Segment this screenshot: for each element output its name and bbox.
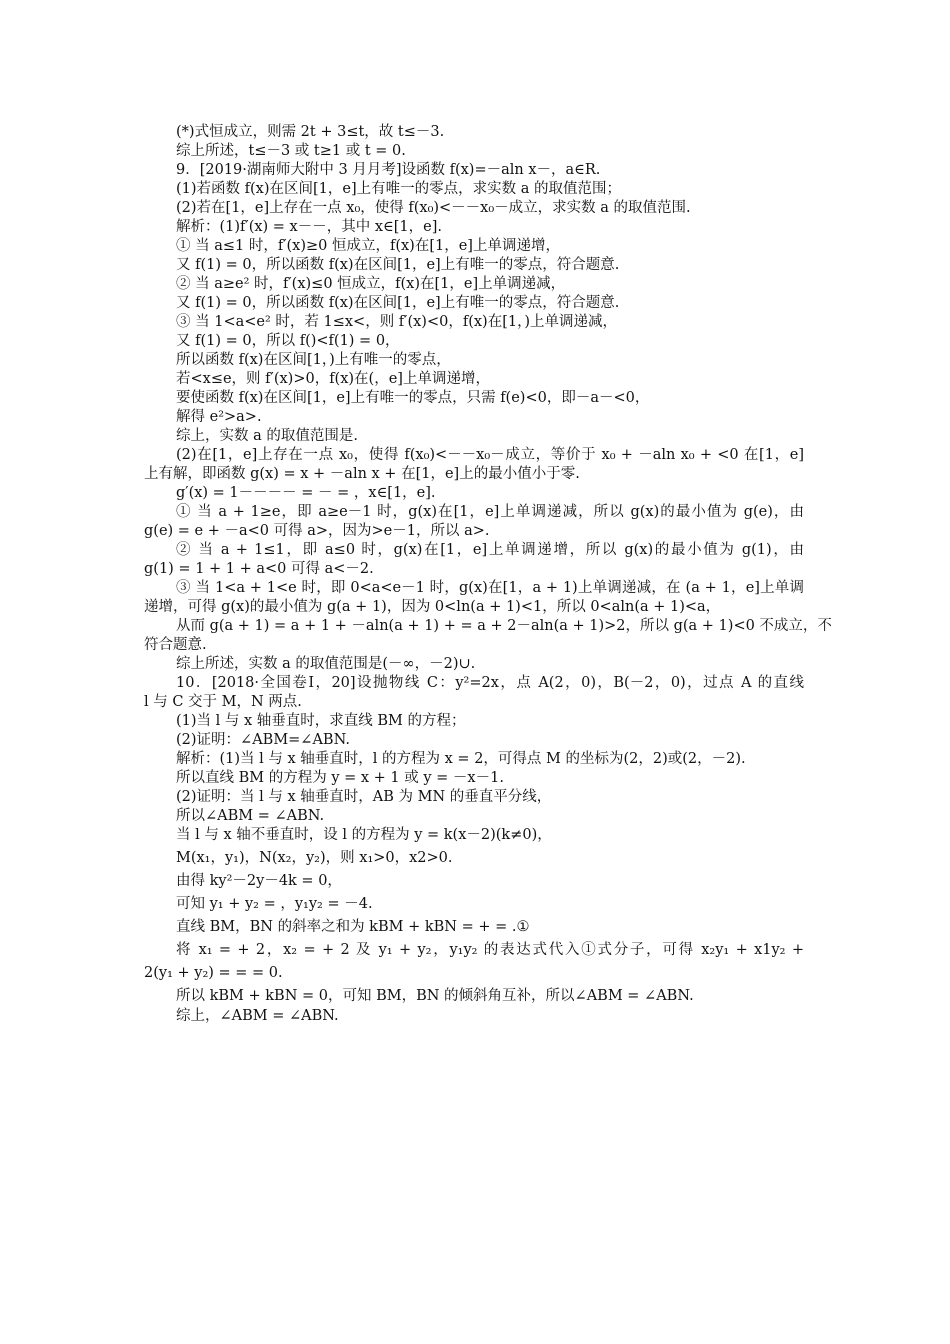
text-line: 又 f(1) = 0，所以函数 f(x)在区间[1，e]上有唯一的零点，符合题意. — [176, 295, 620, 311]
text-line: 解得 e²>a>. — [176, 409, 262, 425]
text-line: 又 f(1) = 0，所以函数 f(x)在区间[1，e]上有唯一的零点，符合题意. — [176, 257, 620, 273]
text-line: 又 f(1) = 0，所以 f()<f(1) = 0， — [176, 333, 400, 349]
text-line: 可知 y₁ + y₂ = ，y₁y₂ = －4. — [176, 896, 373, 912]
text-line: 符合题意. — [144, 637, 207, 653]
text-line: (2)在[1，e]上存在一点 x₀，使得 f(x₀)<－－x₀－成立，等价于 x₀ + －aln x₀ + <0 在[1，e] — [176, 447, 804, 463]
text-line: 所以函数 f(x)在区间[1，)上有唯一的零点， — [176, 352, 451, 368]
text-line: 从而 g(a + 1) = a + 1 + －aln(a + 1) + = a + 2－aln(a + 1)>2，所以 g(a + 1)<0 不成立，不 — [176, 618, 832, 634]
problem-9-title: 9．[2019·湖南师大附中 3 月月考]设函数 f(x)=－aln x－，a∈R. — [176, 162, 601, 178]
problem-10-title: 10．[2018·全国卷Ⅰ，20]设抛物线 C：y²=2x，点 A(2，0)，B(－2，0)，过点 A 的直线 — [176, 675, 804, 691]
text-line: (1)若函数 f(x)在区间[1，e]上有唯一的零点，求实数 a 的取值范围； — [176, 181, 621, 197]
text-line: 综上所述，实数 a 的取值范围是(－∞，－2)∪. — [176, 656, 476, 672]
text-line: ③ 当 1<a<e² 时，若 1≤x<，则 f′(x)<0，f(x)在[1，)上单调递减， — [176, 314, 617, 330]
text-line: 递增，可得 g(x)的最小值为 g(a + 1)，因为 0<ln(a + 1)<1，所以 0<aln(a + 1)<a， — [144, 599, 721, 615]
text-line: ② 当 a + 1≤1，即 a≤0 时，g(x)在[1，e]上单调递增，所以 g(x)的最小值为 g(1)，由 — [176, 542, 804, 558]
text-line: (2)证明：当 l 与 x 轴垂直时，AB 为 MN 的垂直平分线， — [176, 789, 552, 805]
text-line: g′(x) = 1－－－－ = － = ，x∈[1，e]. — [176, 485, 436, 501]
text-line: 要使函数 f(x)在区间[1，e]上有唯一的零点，只需 f(e)<0，即－a－<0， — [176, 390, 650, 406]
text-line: ③ 当 1<a + 1<e 时，即 0<a<e－1 时，g(x)在[1，a + 1)上单调递减，在 (a + 1，e]上单调 — [176, 580, 804, 596]
text-line: (*)式恒成立，则需 2t + 3≤t，故 t≤－3. — [176, 124, 445, 140]
text-line: 若<x≤e，则 f′(x)>0，f(x)在(，e]上单调递增， — [176, 371, 490, 387]
text-line: 当 l 与 x 轴不垂直时，设 l 的方程为 y = k(x－2)(k≠0)， — [176, 827, 552, 843]
text-line: 所以直线 BM 的方程为 y = x + 1 或 y = －x－1. — [176, 770, 504, 786]
text-line: ② 当 a≥e² 时，f′(x)≤0 恒成立，f(x)在[1，e]上单调递减， — [176, 276, 566, 292]
text-line: 直线 BM，BN 的斜率之和为 kBM + kBN = + = .① — [176, 919, 530, 935]
text-line: 由得 ky²－2y－4k = 0， — [176, 873, 342, 889]
text-line: M(x₁，y₁)，N(x₂，y₂)，则 x₁>0，x2>0. — [176, 850, 453, 866]
text-line: 所以∠ABM = ∠ABN. — [176, 808, 325, 824]
text-line: 2(y₁ + y₂) = = = 0. — [144, 965, 283, 981]
text-line: ① 当 a≤1 时，f′(x)≥0 恒成立，f(x)在[1，e]上单调递增， — [176, 238, 560, 254]
text-line: g(e) = e + －a<0 可得 a>，因为>e－1，所以 a>. — [144, 523, 490, 539]
text-line: (1)当 l 与 x 轴垂直时，求直线 BM 的方程； — [176, 713, 466, 729]
text-line: 综上，实数 a 的取值范围是. — [176, 428, 358, 444]
text-line: 将 x₁ = + 2，x₂ = + 2 及 y₁ + y₂，y₁y₂ 的表达式代入①式分子，可得 x₂y₁ + x1y₂ + — [176, 942, 804, 958]
text-line: g(1) = 1 + 1 + a<0 可得 a<－2. — [144, 561, 374, 577]
text-line: (2)证明：∠ABM=∠ABN. — [176, 732, 350, 748]
text-line: (2)若在[1，e]上存在一点 x₀，使得 f(x₀)<－－x₀－成立，求实数 a 的取值范围. — [176, 200, 691, 216]
text-line: ① 当 a + 1≥e，即 a≥e－1 时，g(x)在[1，e]上单调递减，所以 g(x)的最小值为 g(e)，由 — [176, 504, 804, 520]
text-line: l 与 C 交于 M，N 两点. — [144, 694, 302, 710]
text-line: 综上，∠ABM = ∠ABN. — [176, 1008, 339, 1024]
text-line: 所以 kBM + kBN = 0，可知 BM，BN 的倾斜角互补，所以∠ABM = ∠ABN. — [176, 988, 694, 1004]
text-line: 综上所述，t≤－3 或 t≥1 或 t = 0. — [176, 143, 406, 159]
solution-heading: 解析：(1)f′(x) = x－－，其中 x∈[1，e]. — [176, 219, 442, 235]
text-line: 上有解，即函数 g(x) = x + －aln x + 在[1，e]上的最小值小于零. — [144, 466, 580, 482]
solution-heading: 解析：(1)当 l 与 x 轴垂直时，l 的方程为 x = 2，可得点 M 的坐标为(2，2)或(2，－2). — [176, 751, 746, 767]
